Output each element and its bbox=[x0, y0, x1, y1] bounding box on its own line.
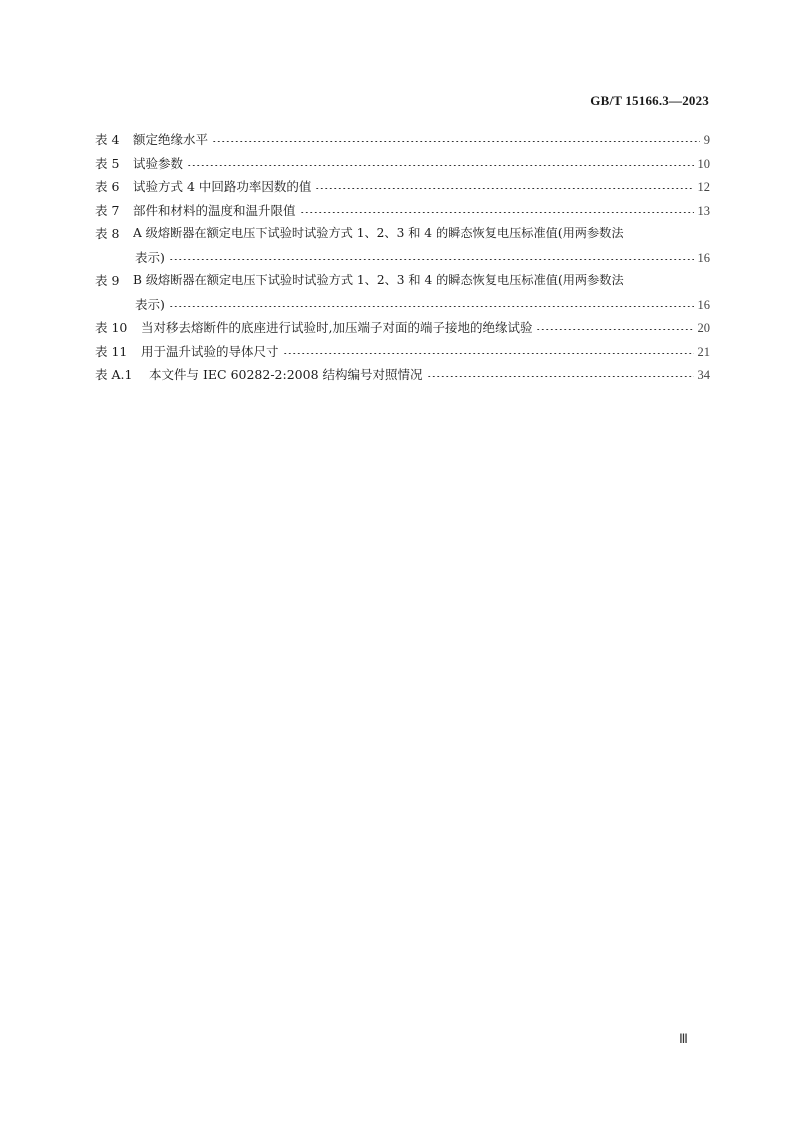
toc-number: 表 5 bbox=[95, 155, 120, 171]
toc-number: 表 7 bbox=[95, 202, 120, 218]
toc-entry[interactable] bbox=[95, 128, 710, 152]
toc-title: 试验方式 4 中回路功率因数的值 bbox=[133, 179, 312, 194]
toc-page: 13 bbox=[697, 203, 710, 218]
toc-title: 部件和材料的温度和温升限值 bbox=[133, 202, 296, 218]
toc-title: 用于温升试验的导体尺寸 bbox=[141, 343, 279, 359]
toc-number: 表 8 bbox=[95, 226, 120, 241]
toc-number: 表 11 bbox=[95, 343, 128, 359]
leader-dots bbox=[283, 353, 694, 354]
toc-title: 试验参数 bbox=[133, 155, 184, 171]
leader-dots bbox=[427, 376, 694, 377]
leader-dots bbox=[315, 188, 693, 189]
toc-entry[interactable] bbox=[95, 316, 710, 340]
toc-title: 本文件与 IEC 60282-2:2008 结构编号对照情况 bbox=[149, 367, 423, 382]
toc-title: 额定绝缘水平 bbox=[133, 132, 209, 147]
toc-page: 16 bbox=[697, 250, 710, 265]
toc-page: 9 bbox=[703, 133, 710, 147]
toc-page: 10 bbox=[697, 156, 710, 171]
toc-title: A 级熔断器在额定电压下试验时试验方式 1、2、3 和 4 的瞬态恢复电压标准值(用两参数法 bbox=[133, 226, 624, 240]
toc-number: 表 10 bbox=[95, 320, 128, 335]
toc-entry[interactable] bbox=[95, 175, 710, 199]
toc-title: B 级熔断器在额定电压下试验时试验方式 1、2、3 和 4 的瞬态恢复电压标准值(用两参数法 bbox=[133, 273, 624, 287]
toc-entry[interactable] bbox=[95, 199, 710, 223]
leader-dots bbox=[187, 165, 693, 166]
leader-dots bbox=[169, 259, 694, 260]
document-code: GB/T 15166.3—2023 bbox=[590, 93, 709, 108]
toc-number: 表 A.1 bbox=[95, 367, 133, 382]
toc-entry[interactable] bbox=[95, 152, 710, 176]
toc-number: 表 6 bbox=[95, 179, 120, 194]
toc-page: 16 bbox=[697, 297, 710, 312]
toc-entry[interactable] bbox=[95, 363, 710, 387]
leader-dots bbox=[212, 141, 700, 142]
toc-page: 20 bbox=[697, 321, 710, 335]
toc-number: 表 4 bbox=[95, 132, 120, 147]
toc-entry[interactable] bbox=[95, 269, 710, 316]
table-of-contents bbox=[95, 128, 710, 387]
leader-dots bbox=[169, 306, 694, 307]
page-number-roman: Ⅲ bbox=[679, 1031, 688, 1046]
toc-page: 21 bbox=[697, 344, 710, 359]
leader-dots bbox=[536, 329, 693, 330]
toc-title-continued: 表示) bbox=[135, 249, 165, 265]
toc-page: 12 bbox=[697, 180, 710, 194]
leader-dots bbox=[300, 212, 694, 213]
toc-title-continued: 表示) bbox=[135, 296, 165, 312]
toc-entry[interactable] bbox=[95, 340, 710, 364]
toc-page: 34 bbox=[697, 368, 710, 382]
toc-title: 当对移去熔断件的底座进行试验时,加压端子对面的端子接地的绝缘试验 bbox=[141, 320, 533, 335]
toc-entry[interactable] bbox=[95, 222, 710, 269]
toc-number: 表 9 bbox=[95, 273, 120, 288]
